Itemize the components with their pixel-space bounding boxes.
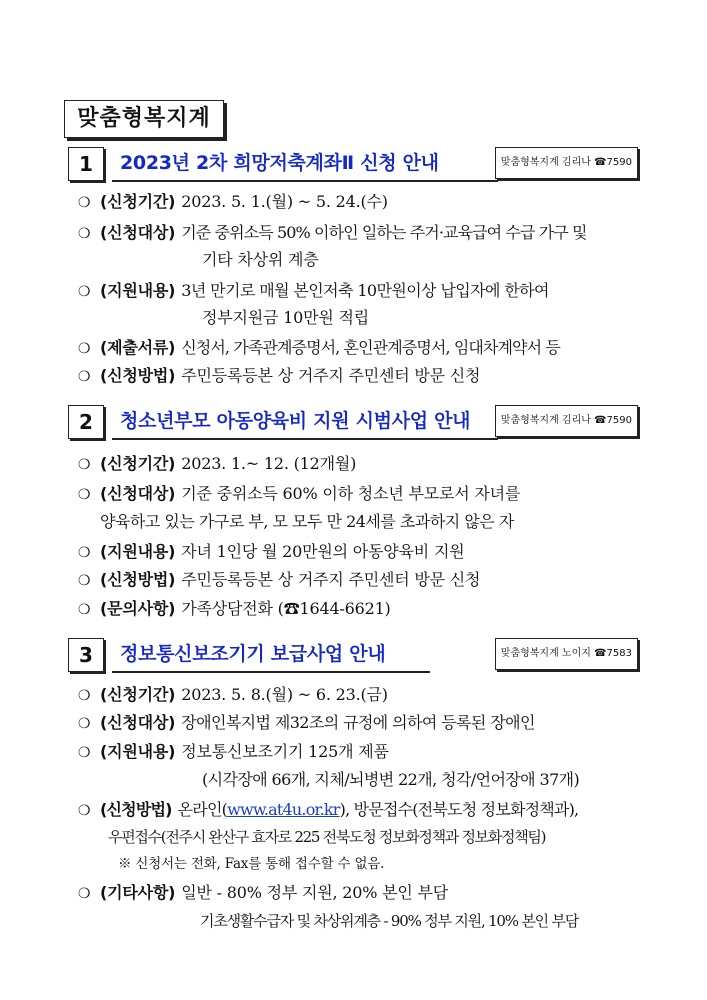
item-text: 2023. 5. 8.(월) ~ 6. 23.(금) [181,685,388,704]
section-title: 정보통신보조기기 보급사업 안내 [120,643,386,665]
item-text: 주민등록등본 상 거주지 주민센터 방문 신청 [181,570,481,589]
item-text: 주민등록등본 상 거주지 주민센터 방문 신청 [181,366,481,385]
item-label: (신청기간) [100,685,176,704]
item-label: (문의사항) [100,599,176,618]
item-text-pre: 온라인( [177,800,228,819]
item-label: (제출서류) [100,338,176,357]
bullet-icon: ❍ [78,716,91,732]
item-text: 정보통신보조기기 125개 제품 [181,742,389,761]
section-3-header [68,638,638,672]
bullet-icon: ❍ [78,284,91,300]
bullet-icon: ❍ [78,803,90,819]
list-item [78,711,535,736]
list-item [78,221,587,246]
item-label: (지원내용) [100,281,176,300]
item-continuation: 정부지원금 10만원 적립 [202,308,370,327]
item-note: ※ 신청서는 전화, Fax를 통해 접수할 수 없음. [118,856,385,872]
bullet-icon: ❍ [78,545,91,561]
item-text: 기준 중위소득 50% 이하인 일하는 주거·교육급여 수급 가구 및 [181,223,587,242]
list-item [78,798,578,823]
bullet-icon: ❍ [78,195,91,211]
item-text: 장애인복지법 제32조의 규정에 의하여 등록된 장애인 [181,713,535,732]
item-text: 기준 중위소득 60% 이하 청소년 부모로서 자녀를 [181,484,521,503]
item-label: (신청방법) [100,570,176,589]
list-item [78,540,464,565]
section-2-header [68,405,638,439]
section-title: 2023년 2차 희망저축계좌Ⅱ 신청 안내 [120,152,439,174]
list-item [78,482,520,507]
bullet-icon: ❍ [78,602,91,618]
item-text: 자녀 1인당 월 20만원의 아동양육비 지원 [181,542,465,561]
list-item [78,881,448,906]
item-label: (신청방법) [100,800,172,819]
department-title: 맞춤형복지계 [64,100,224,138]
section-1-header [68,147,638,181]
item-text: 3년 만기로 매월 본인저축 10만원이상 납입자에 한하여 [181,281,549,300]
list-item [78,364,480,389]
section-number: 3 [68,638,104,672]
item-text: 2023. 1.~ 12. (12개월) [181,454,357,473]
list-item [78,190,388,215]
list-item [78,568,480,593]
item-label: (신청기간) [100,192,176,211]
item-label: (기타사항) [100,883,176,902]
item-label: (지원내용) [100,742,176,761]
bullet-icon: ❍ [78,341,91,357]
section-underline [112,180,498,182]
list-item [78,452,356,477]
bullet-icon: ❍ [78,745,91,761]
item-label: (신청대상) [100,484,176,503]
section-contact: 맞춤형복지계 노이지 ☎7583 [495,638,638,670]
item-text-post: ), 방문접수(전북도청 정보화정책과), [339,800,579,819]
list-item [78,279,549,304]
bullet-icon: ❍ [78,226,91,242]
list-item [78,336,560,361]
section-number: 1 [68,147,104,181]
item-continuation: 양육하고 있는 가구로 부, 모 모두 만 24세를 초과하지 않은 자 [100,512,514,531]
list-item [78,740,389,765]
item-continuation: 기초생활수급자 및 차상위계층 - 90% 정부 지원, 10% 본인 부담 [200,912,579,930]
item-label: (신청대상) [100,713,176,732]
list-item [78,597,391,622]
section-underline [112,671,430,673]
bullet-icon: ❍ [78,369,91,385]
at4u-link[interactable]: www.at4u.or.kr [227,800,340,819]
item-text: 신청서, 가족관계증명서, 혼인관계증명서, 임대차계약서 등 [181,338,560,357]
item-label: (지원내용) [100,542,176,561]
item-label: (신청기간) [100,454,176,473]
section-number: 2 [68,405,104,439]
section-underline [112,438,498,440]
bullet-icon: ❍ [78,688,91,704]
item-label: (신청대상) [100,223,176,242]
item-text: 2023. 5. 1.(월) ~ 5. 24.(수) [181,192,388,211]
bullet-icon: ❍ [78,886,91,902]
item-text: 일반 - 80% 정부 지원, 20% 본인 부담 [181,883,449,902]
item-text: 가족상담전화 (☎1644-6621) [181,599,391,618]
item-continuation: 우편접수(전주시 완산구 효자로 225 전북도청 정보화정책과 정보화정책팀) [108,828,546,846]
item-label: (신청방법) [100,366,176,385]
section-title: 청소년부모 아동양육비 지원 시범사업 안내 [120,410,471,432]
item-continuation: (시각장애 66개, 지체/뇌병변 22개, 청각/언어장애 37개) [202,770,580,789]
section-contact: 맞춤형복지계 김리나 ☎7590 [495,147,638,179]
list-item [78,683,388,708]
bullet-icon: ❍ [78,573,91,589]
bullet-icon: ❍ [78,487,91,503]
bullet-icon: ❍ [78,457,91,473]
item-continuation: 기타 차상위 계층 [202,250,319,269]
section-contact: 맞춤형복지계 김리나 ☎7590 [495,405,638,437]
